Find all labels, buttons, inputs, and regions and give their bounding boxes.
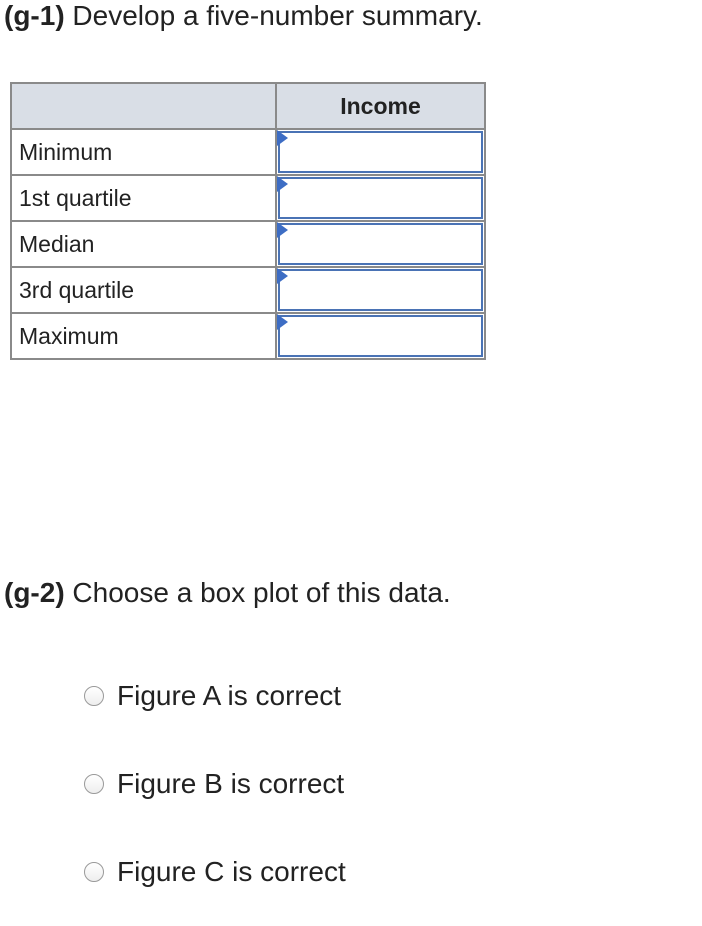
- table-row: [11, 267, 485, 313]
- table-row: [11, 129, 485, 175]
- maximum-cell: [276, 313, 485, 359]
- median-income-input[interactable]: [278, 223, 483, 265]
- first-quartile-income-input[interactable]: [278, 177, 483, 219]
- question-g2-label: (g-2): [4, 577, 65, 608]
- option-figure-b-label[interactable]: Figure B is correct: [117, 768, 345, 799]
- third-quartile-income-input[interactable]: [278, 269, 483, 311]
- row-label-minimum: Minimum: [11, 129, 276, 175]
- option-figure-a-label[interactable]: Figure A is correct: [117, 680, 342, 711]
- radio-button-figure-a[interactable]: [84, 686, 104, 706]
- minimum-income-input[interactable]: [278, 131, 483, 173]
- maximum-income-input[interactable]: [278, 315, 483, 357]
- table-header-row: [11, 83, 485, 129]
- third-quartile-cell: [276, 267, 485, 313]
- row-label-maximum: Maximum: [11, 313, 276, 359]
- option-figure-b[interactable]: [84, 768, 344, 800]
- question-g1-label: (g-1): [4, 0, 65, 31]
- option-figure-a[interactable]: [84, 680, 341, 712]
- median-cell: [276, 221, 485, 267]
- row-label-first-quartile: 1st quartile: [11, 175, 276, 221]
- option-figure-c[interactable]: [84, 856, 346, 888]
- five-number-summary-table: [10, 82, 486, 360]
- question-g2-text: Choose a box plot of this data.: [64, 577, 451, 608]
- question-g1-text: Develop a five-number summary.: [64, 0, 483, 31]
- question-g2-heading: [4, 577, 451, 609]
- table-row: [11, 221, 485, 267]
- header-blank-cell: [11, 83, 276, 129]
- first-quartile-cell: [276, 175, 485, 221]
- question-g1-heading: [4, 0, 483, 32]
- option-figure-c-label[interactable]: Figure C is correct: [117, 856, 346, 887]
- table-row: [11, 175, 485, 221]
- income-column-header: Income: [276, 83, 485, 129]
- radio-button-figure-b[interactable]: [84, 774, 104, 794]
- minimum-cell: [276, 129, 485, 175]
- table-row: [11, 313, 485, 359]
- radio-button-figure-c[interactable]: [84, 862, 104, 882]
- row-label-median: Median: [11, 221, 276, 267]
- row-label-third-quartile: 3rd quartile: [11, 267, 276, 313]
